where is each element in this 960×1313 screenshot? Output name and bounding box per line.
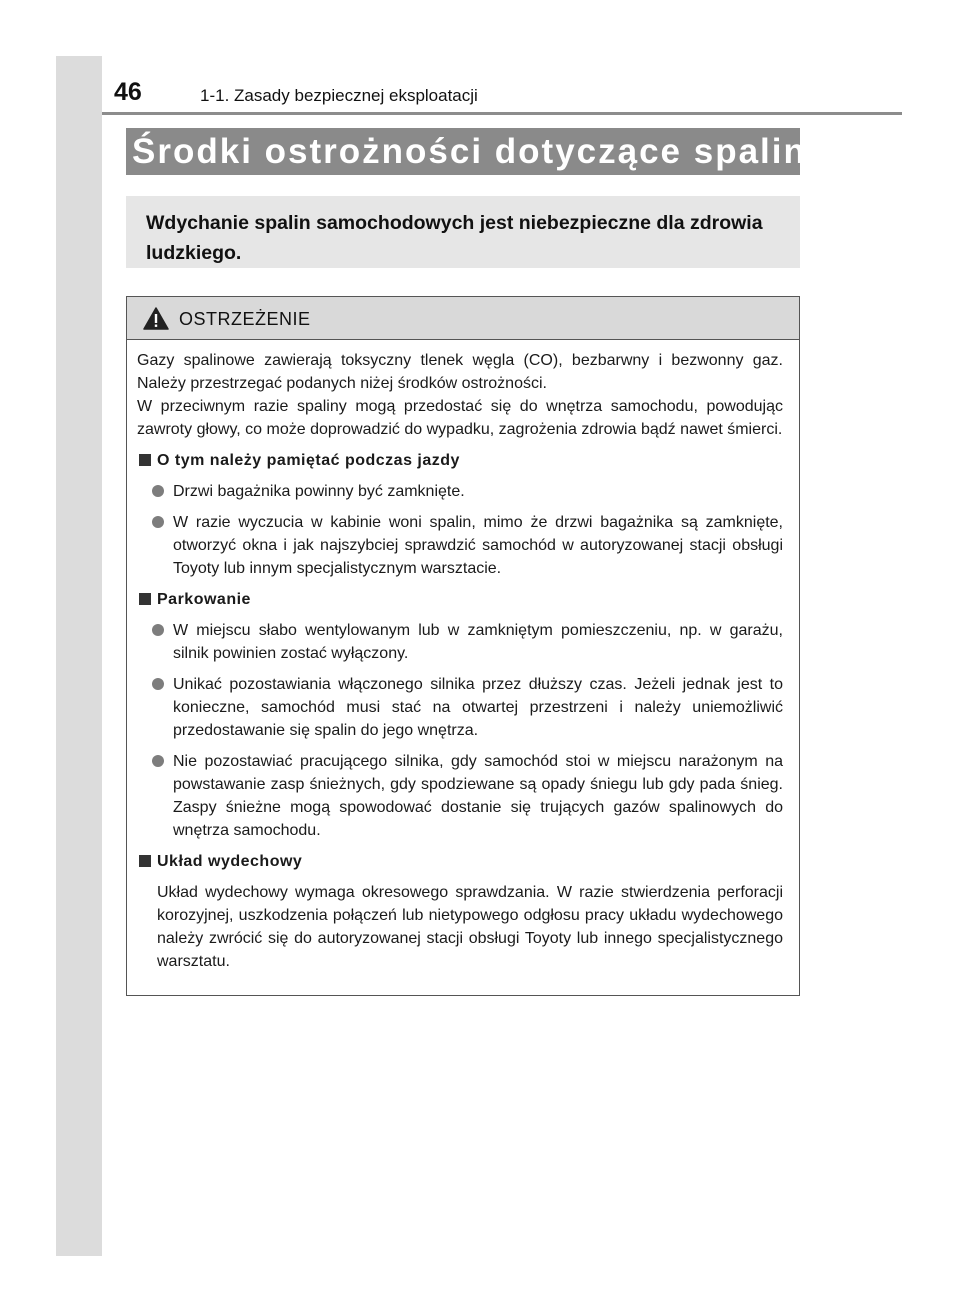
circle-bullet-icon: [152, 624, 164, 636]
list-item: W razie wyczucia w kabinie woni spalin, mimo że drzwi bagażnika są zamknięte, otworzyć okna i jak najszybciej sprawdzić samochód w autoryzowanej stacji obsługi Toyoty lub innym specjalistycznym warsztacie.: [137, 511, 783, 580]
circle-bullet-icon: [152, 516, 164, 528]
subsection-heading: Parkowanie: [137, 588, 783, 611]
list-item: Drzwi bagażnika powinny być zamknięte.: [137, 480, 783, 503]
warning-triangle-icon: [143, 307, 169, 330]
subsection-heading: Układ wydechowy: [137, 850, 783, 873]
square-bullet-icon: [139, 855, 151, 867]
warning-paragraph: Gazy spalinowe zawierają toksyczny tlenek węgla (CO), bezbarwny i bezwonny gaz. Należy przestrzegać podanych niżej środków ostrożności.: [137, 352, 783, 392]
page-title: Środki ostrożności dotyczące spalin: [132, 132, 807, 171]
intro-box: [126, 196, 800, 268]
warning-title: OSTRZEŻENIE: [179, 309, 311, 329]
warning-paragraph: W przeciwnym razie spaliny mogą przedostać się do wnętrza samochodu, powodując zawroty głowy, co może doprowadzić do wypadku, zagrożenia zdrowia bądź nawet śmierci.: [137, 398, 783, 438]
list-item: Nie pozostawiać pracującego silnika, gdy samochód stoi w miejscu narażonym na powstawanie zasp śnieżnych, gdy spodziewane są opady śniegu lub gdy pada śnieg. Zaspy śnieżne mogą spowodować dostanie się trujących gazów spalinowych do wnętrza samochodu.: [137, 750, 783, 842]
section-title: 1-1. Zasady bezpiecznej eksploatacji: [200, 86, 478, 105]
warning-body: [127, 340, 799, 973]
circle-bullet-icon: [152, 678, 164, 690]
header-divider: [102, 112, 902, 115]
intro-text: Wdychanie spalin samochodowych jest niebezpieczne dla zdrowia ludzkiego.: [146, 212, 763, 264]
warning-box: [126, 296, 800, 996]
list-item: Unikać pozostawiania włączonego silnika przez dłuższy czas. Jeżeli jednak jest to konieczne, samochód musi stać na otwartej przestrzeni i należy uniemożliwić przedostawanie się spalin do jego wnętrza.: [137, 673, 783, 742]
page-header: [56, 76, 902, 116]
circle-bullet-icon: [152, 755, 164, 767]
square-bullet-icon: [139, 454, 151, 466]
warning-header: [127, 297, 799, 340]
list-item: W miejscu słabo wentylowanym lub w zamkniętym pomieszczeniu, np. w garażu, silnik powinien zostać wyłączony.: [137, 619, 783, 665]
square-bullet-icon: [139, 593, 151, 605]
side-strip: [56, 56, 102, 1256]
title-banner: [126, 128, 807, 175]
subsection-heading: O tym należy pamiętać podczas jazdy: [137, 449, 783, 472]
page-number: 46: [114, 78, 142, 106]
circle-bullet-icon: [152, 485, 164, 497]
subsection-text: Układ wydechowy wymaga okresowego sprawdzania. W razie stwierdzenia perforacji korozyjnej, uszkodzenia połączeń lub nietypowego odgłosu pracy układu wydechowego należy zwrócić się do autoryzowanej stacji obsługi Toyoty lub innego specjalistycznego warsztatu.: [157, 884, 783, 970]
